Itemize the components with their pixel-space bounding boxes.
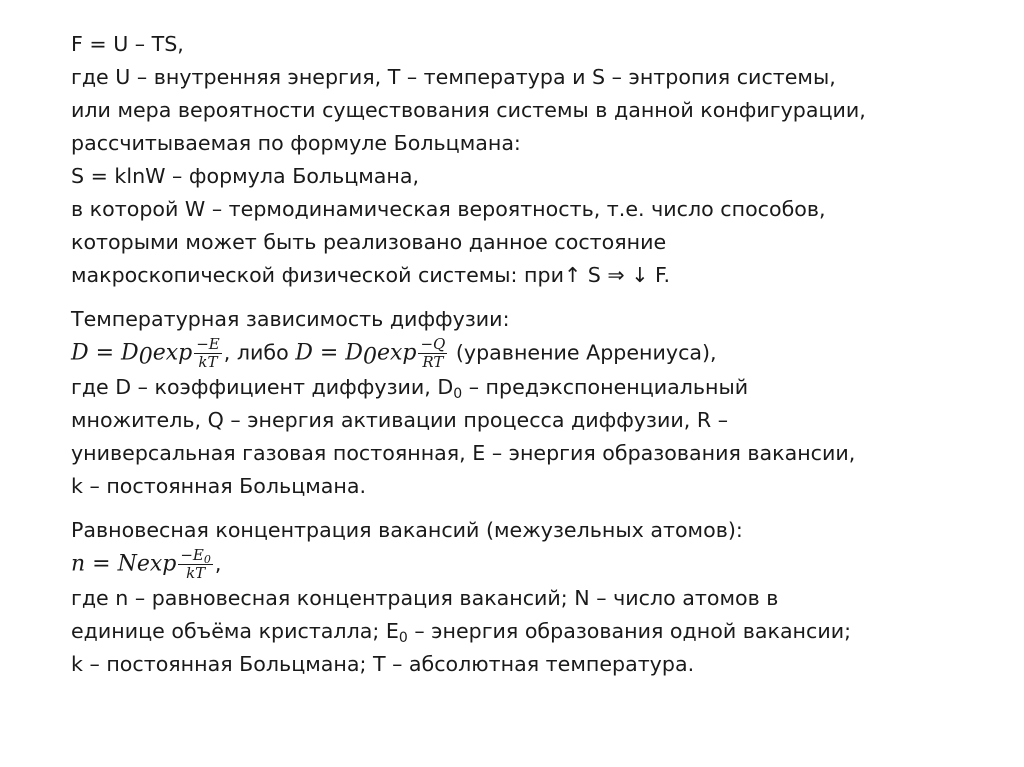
implies-arrow-icon: ⇒ (607, 263, 625, 287)
equation-subscript: 0 (362, 344, 377, 370)
text-line: Температурная зависимость диффузии: (71, 307, 510, 331)
text-line (71, 259, 984, 292)
equation-lhs: D = D (71, 340, 139, 366)
text-segment: (уравнение Аррениуса), (449, 340, 717, 365)
equation-exp: exp (376, 340, 417, 366)
text-line: множитель, Q – энергия активации процесса диффузии, R – (71, 408, 728, 432)
text-line: рассчитываемая по формуле Больцмана: (71, 131, 521, 155)
text-segment: , либо (223, 340, 296, 365)
arrhenius-equation-line (71, 336, 984, 371)
text-line (71, 371, 984, 404)
text-line: универсальная газовая постоянная, E – энергия образования вакансии, (71, 441, 856, 465)
text-segment: макроскопической физической системы: при (71, 263, 564, 287)
text-line: Равновесная концентрация вакансий (межузельных атомов): (71, 518, 743, 542)
fraction-denominator: RT (422, 353, 444, 371)
text-segment: – предэкспоненциальный (462, 375, 749, 399)
fraction-numerator: −E (196, 335, 220, 353)
text-line: S = klnW – формула Больцмана, (71, 164, 420, 188)
fraction (418, 336, 447, 371)
equation-lhs: n = Nexp (71, 551, 177, 577)
subscript: 0 (453, 386, 463, 402)
up-arrow-icon: ↑ (563, 263, 582, 287)
text-line: k – постоянная Больцмана. (71, 474, 366, 498)
text-line: где n – равновесная концентрация вакансий; N – число атомов в (71, 586, 779, 610)
text-segment: единице объёма кристалла; E (71, 619, 399, 643)
subscript: 0 (398, 630, 408, 646)
text-segment: где D – коэффициент диффузии, D (71, 375, 454, 399)
text-line: F = U – TS, (71, 32, 184, 56)
text-line: или мера вероятности существования системы в данной конфигурации, (71, 98, 866, 122)
text-segment: – энергия образования одной вакансии; (407, 619, 852, 643)
text-line: в которой W – термодинамическая вероятность, т.е. число способов, (71, 197, 826, 221)
equation-exp: exp (152, 340, 193, 366)
fraction-numerator: −Q (420, 335, 446, 353)
down-arrow-icon: ↓ (631, 263, 649, 287)
fraction (178, 547, 213, 582)
fraction-denominator: kT (186, 564, 206, 582)
fraction (194, 336, 222, 371)
text-segment: , (214, 551, 222, 576)
fraction-numerator (178, 547, 213, 565)
equation-lhs: D = D (295, 340, 363, 366)
text-segment: F. (655, 263, 671, 287)
numerator-subscript: 0 (203, 553, 211, 566)
paragraph-diffusion (71, 303, 984, 503)
numerator-text: −E (180, 546, 204, 564)
equation-subscript: 0 (138, 344, 153, 370)
paragraph-free-energy (71, 28, 984, 292)
text-segment: S (587, 263, 601, 287)
text-line: которыми может быть реализовано данное состояние (71, 230, 667, 254)
vacancy-equation-line (71, 547, 984, 582)
paragraph-vacancies (71, 514, 984, 681)
text-line: k – постоянная Больцмана; T – абсолютная температура. (71, 652, 695, 676)
text-line: где U – внутренняя энергия, T – температура и S – энтропия системы, (71, 65, 836, 89)
fraction-denominator: kT (198, 353, 218, 371)
text-line (71, 615, 984, 648)
